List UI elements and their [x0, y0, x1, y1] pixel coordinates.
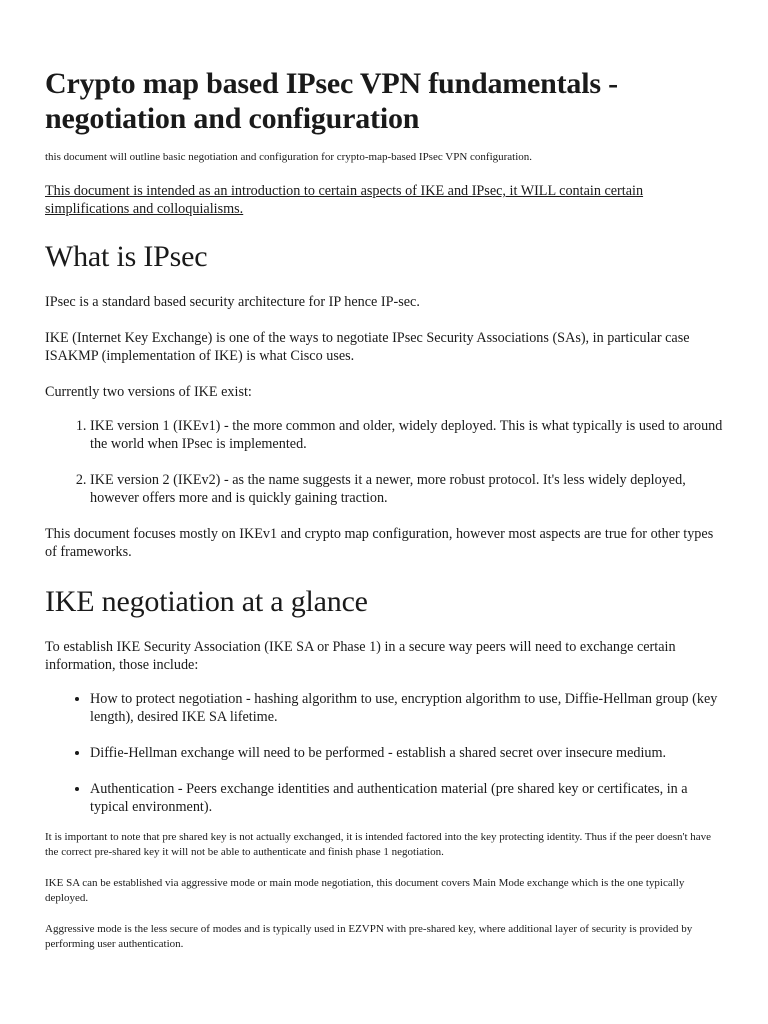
ipsec-paragraph-3: Currently two versions of IKE exist: [45, 384, 252, 400]
ike-versions-list [45, 417, 724, 507]
intro-text: this document will outline basic negotiation and configuration for crypto-map-based IPsec VPN configuration. [45, 151, 533, 163]
list-item: • Diffie-Hellman exchange will need to be performed - establish a shared secret over insecure medium. [90, 744, 724, 762]
ipsec-paragraph-1: IPsec is a standard based security architecture for IP hence IP-sec. [45, 294, 420, 310]
list-item: • Authentication - Peers exchange identities and authentication material (pre shared key or certificates, in a typical environment). [90, 780, 724, 816]
disclaimer-text: This document is intended as an introduction to certain aspects of IKE and IPsec, it WILL contain certain simplifications and colloquialisms. [45, 183, 644, 217]
ipsec-paragraph-4: This document focuses mostly on IKEv1 and crypto map configuration, however most aspects are true for other types of frameworks. [45, 526, 714, 560]
list-item: • How to protect negotiation - hashing algorithm to use, encryption algorithm to use, Diffie-Hellman group (key length), desired IKE SA lifetime. [90, 690, 724, 726]
document-title: Crypto map based IPsec VPN fundamentals - negotiation and configuration [45, 67, 618, 135]
ipsec-paragraph-2: IKE (Internet Key Exchange) is one of the ways to negotiate IPsec Security Associations (SAs), in particular case ISAKMP (implementation of IKE) is what Cisco uses. [45, 330, 690, 364]
ike-paragraph-3: IKE SA can be established via aggressive mode or main mode negotiation, this document covers Main Mode exchange which is the one typically deployed. [45, 877, 685, 904]
ike-paragraph-1: To establish IKE Security Association (IKE SA or Phase 1) in a secure way peers will need to exchange certain information, those include: [45, 639, 676, 673]
section-heading-ike: IKE negotiation at a glance [45, 585, 368, 618]
ike-paragraph-4: Aggressive mode is the less secure of modes and is typically used in EZVPN with pre-shared key, where additional layer of security is provided by performing user authentication. [45, 923, 693, 950]
ike-info-list [45, 690, 724, 816]
section-heading-ipsec: What is IPsec [45, 240, 208, 273]
list-item: 1. IKE version 1 (IKEv1) - the more common and older, widely deployed. This is what typically is used to around the world when IPsec is implemented. [90, 417, 724, 453]
list-item: 2. IKE version 2 (IKEv2) - as the name suggests it a newer, more robust protocol. It's less widely deployed, however offers more and is quickly gaining traction. [90, 471, 724, 507]
ike-paragraph-2: It is important to note that pre shared key is not actually exchanged, it is intended factored into the key protecting identity. Thus if the peer doesn't have the correct pre-shared key it will not be able to authenticate and finish phase 1 negotiation. [45, 831, 712, 858]
